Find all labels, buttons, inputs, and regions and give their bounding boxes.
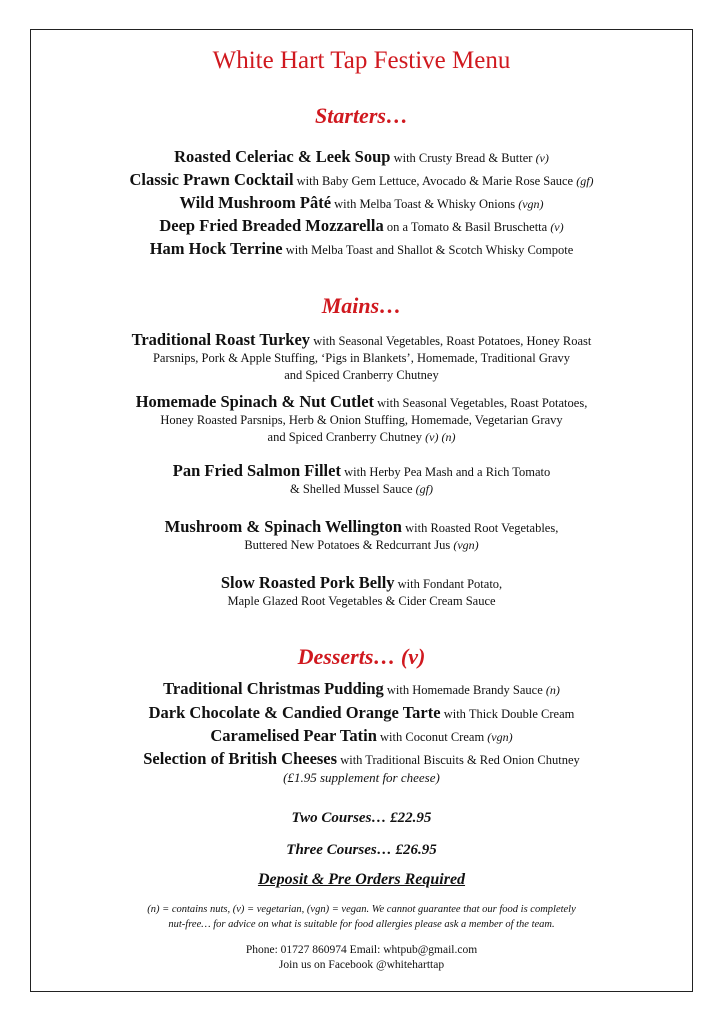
contact-info <box>30 943 693 973</box>
starter-item <box>30 240 693 259</box>
diet-tag: (vgn) <box>453 538 479 552</box>
menu-title: White Hart Tap Festive Menu <box>212 47 511 74</box>
three-courses-price: Three Courses… £26.95 <box>286 842 437 858</box>
dish-desc: with Herby Pea Mash and a Rich Tomato <box>344 465 551 479</box>
allergy-note-line: (n) = contains nuts, (v) = vegetarian, (vgn) = vegan. We cannot guarantee that our food is completely <box>147 904 576 915</box>
deposit-notice: Deposit & Pre Orders Required <box>257 871 466 888</box>
diet-tag: (vgn) <box>487 730 513 744</box>
dish-desc: with Seasonal Vegetables, Roast Potatoes, <box>377 396 588 410</box>
dish-desc: with Seasonal Vegetables, Roast Potatoes, Honey Roast <box>313 334 592 348</box>
dish-desc: with Baby Gem Lettuce, Avocado & Marie Rose Sauce <box>296 174 574 188</box>
main-item <box>30 393 693 446</box>
dish-name: Slow Roasted Pork Belly <box>220 573 395 592</box>
two-courses-price: Two Courses… £22.95 <box>291 810 432 826</box>
diet-tag: (v) <box>550 220 564 234</box>
dish-desc: with Fondant Potato, <box>397 577 503 591</box>
dish-name: Caramelised Pear Tatin <box>210 726 377 745</box>
dish-name: Classic Prawn Cocktail <box>129 170 294 189</box>
dish-desc: with Melba Toast & Whisky Onions <box>334 197 516 211</box>
starter-item <box>30 171 693 190</box>
dish-name: Ham Hock Terrine <box>149 239 283 258</box>
main-item <box>30 331 693 384</box>
dish-desc-line: and Spiced Cranberry Chutney <box>267 430 423 444</box>
dish-desc: with Melba Toast and Shallot & Scotch Whisky Compote <box>285 243 574 257</box>
dessert-item <box>30 680 693 699</box>
dish-name: Wild Mushroom Pâté <box>179 193 332 212</box>
dish-desc-line: Maple Glazed Root Vegetables & Cider Cream Sauce <box>227 594 496 608</box>
dish-desc: with Crusty Bread & Butter <box>393 151 533 165</box>
diet-tag: (gf) <box>576 174 594 188</box>
diet-tag: (gf) <box>415 482 433 496</box>
starters-heading: Starters… <box>315 103 408 128</box>
mains-heading: Mains… <box>321 293 402 318</box>
dessert-item <box>30 727 693 746</box>
dish-name: Dark Chocolate & Candied Orange Tarte <box>148 703 441 722</box>
allergy-note-line: nut-free… for advice on what is suitable for food allergies please ask a member of the team. <box>168 919 555 930</box>
dish-desc-line: & Shelled Mussel Sauce <box>289 482 413 496</box>
dish-desc: with Traditional Biscuits & Red Onion Chutney <box>340 753 580 767</box>
dish-desc: with Coconut Cream <box>380 730 485 744</box>
dish-desc-line: and Spiced Cranberry Chutney <box>284 368 439 382</box>
dessert-item <box>30 704 693 723</box>
diet-tag: (v) (n) <box>425 430 456 444</box>
dish-name: Roasted Celeriac & Leek Soup <box>174 147 391 166</box>
contact-line: Join us on Facebook @whiteharttap <box>278 959 445 971</box>
dish-desc-line: Parsnips, Pork & Apple Stuffing, ‘Pigs in Blankets’, Homemade, Traditional Gravy <box>152 351 571 365</box>
diet-tag: (vgn) <box>518 197 544 211</box>
main-item <box>30 518 693 554</box>
starter-item <box>30 217 693 236</box>
diet-tag: (n) <box>545 683 560 697</box>
dish-name: Selection of British Cheeses <box>143 749 338 768</box>
cheese-supplement-note: (£1.95 supplement for cheese) <box>283 770 440 785</box>
dish-name: Homemade Spinach & Nut Cutlet <box>135 392 375 411</box>
starter-item <box>30 194 693 213</box>
dish-desc: with Roasted Root Vegetables, <box>405 521 559 535</box>
dish-desc: with Homemade Brandy Sauce <box>386 683 543 697</box>
main-item <box>30 462 693 498</box>
dish-name: Deep Fried Breaded Mozzarella <box>159 216 384 235</box>
dish-desc: on a Tomato & Basil Bruschetta <box>386 220 548 234</box>
dish-desc: with Thick Double Cream <box>443 707 575 721</box>
dish-name: Mushroom & Spinach Wellington <box>164 517 402 536</box>
main-item <box>30 574 693 610</box>
starter-item <box>30 148 693 167</box>
contact-line: Phone: 01727 860974 Email: whtpub@gmail.com <box>245 944 478 956</box>
dish-desc-line: Honey Roasted Parsnips, Herb & Onion Stuffing, Homemade, Vegetarian Gravy <box>160 413 563 427</box>
dish-name: Pan Fried Salmon Fillet <box>172 461 341 480</box>
dish-name: Traditional Christmas Pudding <box>163 679 384 698</box>
dish-name: Traditional Roast Turkey <box>131 330 311 349</box>
dish-desc-line: Buttered New Potatoes & Redcurrant Jus <box>244 538 451 552</box>
allergy-notes <box>30 902 693 932</box>
desserts-heading: Desserts… (v) <box>297 644 426 669</box>
dessert-item <box>30 750 693 769</box>
diet-tag: (v) <box>535 151 549 165</box>
